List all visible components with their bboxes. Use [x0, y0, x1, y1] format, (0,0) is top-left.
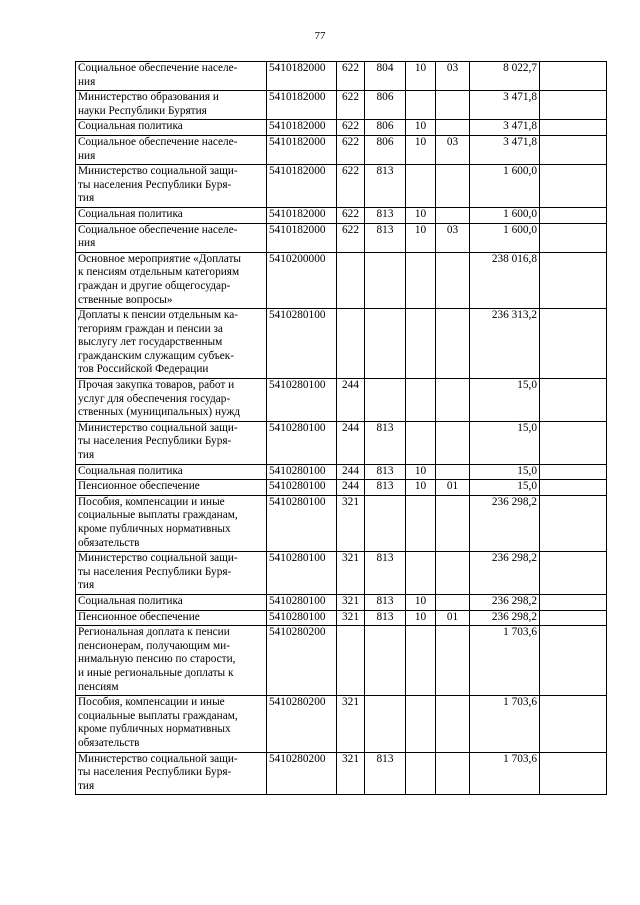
row-target-code-cell: 5410280200 — [267, 696, 337, 752]
row-subsection-cell — [436, 464, 470, 480]
row-name-cell: Министерство образования и науки Республики Бурятия — [76, 91, 267, 120]
row-name-cell: Пенсионное обеспечение — [76, 480, 267, 496]
row-ministry-code-cell: 813 — [365, 421, 406, 464]
row-expense-type-cell: 244 — [337, 464, 365, 480]
row-ministry-code-cell: 813 — [365, 552, 406, 595]
row-target-code-cell: 5410182000 — [267, 62, 337, 91]
table-row — [76, 626, 607, 696]
row-empty-cell — [540, 610, 607, 626]
row-ministry-code-cell: 813 — [365, 480, 406, 496]
table-body — [76, 62, 607, 795]
row-section-cell — [406, 309, 436, 379]
table-row — [76, 696, 607, 752]
row-section-cell — [406, 379, 436, 422]
row-ministry-code-cell: 813 — [365, 610, 406, 626]
row-name-cell: Социальное обеспечение населе- ния — [76, 62, 267, 91]
row-empty-cell — [540, 696, 607, 752]
row-empty-cell — [540, 626, 607, 696]
row-expense-type-cell: 321 — [337, 752, 365, 795]
row-amount-cell: 1 600,0 — [470, 223, 540, 252]
row-amount-cell: 15,0 — [470, 379, 540, 422]
row-amount-cell: 1 703,6 — [470, 626, 540, 696]
row-expense-type-cell: 622 — [337, 91, 365, 120]
row-empty-cell — [540, 62, 607, 91]
table-row — [76, 552, 607, 595]
row-ministry-code-cell — [365, 495, 406, 551]
row-name-cell: Социальная политика — [76, 207, 267, 223]
row-amount-cell: 236 313,2 — [470, 309, 540, 379]
row-ministry-code-cell: 813 — [365, 165, 406, 208]
row-empty-cell — [540, 552, 607, 595]
row-target-code-cell: 5410280100 — [267, 495, 337, 551]
row-name-cell: Социальная политика — [76, 594, 267, 610]
row-ministry-code-cell — [365, 626, 406, 696]
row-subsection-cell — [436, 421, 470, 464]
table-row — [76, 464, 607, 480]
table-row — [76, 120, 607, 136]
row-ministry-code-cell: 813 — [365, 207, 406, 223]
row-subsection-cell — [436, 696, 470, 752]
table-row — [76, 480, 607, 496]
row-subsection-cell — [436, 552, 470, 595]
row-section-cell — [406, 165, 436, 208]
row-target-code-cell: 5410280100 — [267, 464, 337, 480]
row-subsection-cell: 03 — [436, 223, 470, 252]
row-amount-cell: 238 016,8 — [470, 252, 540, 308]
row-empty-cell — [540, 594, 607, 610]
row-target-code-cell: 5410280100 — [267, 421, 337, 464]
row-empty-cell — [540, 252, 607, 308]
row-empty-cell — [540, 135, 607, 164]
row-section-cell — [406, 752, 436, 795]
row-subsection-cell — [436, 91, 470, 120]
row-amount-cell: 8 022,7 — [470, 62, 540, 91]
row-subsection-cell — [436, 207, 470, 223]
table-row — [76, 252, 607, 308]
row-name-cell: Министерство социальной защи- ты населения Республики Буря- тия — [76, 165, 267, 208]
row-section-cell: 10 — [406, 207, 436, 223]
row-target-code-cell: 5410280100 — [267, 379, 337, 422]
row-name-cell: Региональная доплата к пенсии пенсионерам, получающим ми- нимальную пенсию по старости, и иные региональные доплаты к пенсиям — [76, 626, 267, 696]
row-section-cell: 10 — [406, 610, 436, 626]
row-empty-cell — [540, 120, 607, 136]
row-target-code-cell: 5410182000 — [267, 91, 337, 120]
row-name-cell: Пособия, компенсации и иные социальные выплаты гражданам, кроме публичных нормативных обязательств — [76, 495, 267, 551]
row-target-code-cell: 5410200000 — [267, 252, 337, 308]
table-row — [76, 223, 607, 252]
row-amount-cell: 15,0 — [470, 421, 540, 464]
table-row — [76, 135, 607, 164]
row-name-cell: Пособия, компенсации и иные социальные выплаты гражданам, кроме публичных нормативных обязательств — [76, 696, 267, 752]
table-row — [76, 752, 607, 795]
row-ministry-code-cell: 806 — [365, 91, 406, 120]
row-ministry-code-cell: 813 — [365, 752, 406, 795]
row-amount-cell: 1 600,0 — [470, 165, 540, 208]
row-subsection-cell — [436, 309, 470, 379]
row-expense-type-cell: 244 — [337, 421, 365, 464]
row-name-cell: Социальная политика — [76, 464, 267, 480]
row-expense-type-cell: 244 — [337, 379, 365, 422]
row-ministry-code-cell: 813 — [365, 594, 406, 610]
row-section-cell: 10 — [406, 62, 436, 91]
row-ministry-code-cell: 806 — [365, 135, 406, 164]
row-expense-type-cell: 321 — [337, 610, 365, 626]
table-row — [76, 165, 607, 208]
row-target-code-cell: 5410182000 — [267, 165, 337, 208]
row-section-cell — [406, 696, 436, 752]
row-amount-cell: 15,0 — [470, 480, 540, 496]
row-section-cell: 10 — [406, 223, 436, 252]
row-expense-type-cell: 622 — [337, 207, 365, 223]
row-expense-type-cell: 622 — [337, 120, 365, 136]
row-target-code-cell: 5410280100 — [267, 552, 337, 595]
page-number: 77 — [314, 30, 326, 42]
row-subsection-cell — [436, 752, 470, 795]
table-row — [76, 309, 607, 379]
row-section-cell — [406, 91, 436, 120]
row-expense-type-cell — [337, 626, 365, 696]
budget-table — [75, 61, 607, 795]
row-subsection-cell: 01 — [436, 610, 470, 626]
table-row — [76, 91, 607, 120]
row-amount-cell: 1 703,6 — [470, 696, 540, 752]
row-subsection-cell: 01 — [436, 480, 470, 496]
row-section-cell — [406, 421, 436, 464]
row-section-cell — [406, 626, 436, 696]
row-ministry-code-cell: 806 — [365, 120, 406, 136]
row-section-cell — [406, 252, 436, 308]
row-name-cell: Пенсионное обеспечение — [76, 610, 267, 626]
row-amount-cell: 1 703,6 — [470, 752, 540, 795]
row-section-cell — [406, 552, 436, 595]
row-section-cell — [406, 495, 436, 551]
row-amount-cell: 3 471,8 — [470, 120, 540, 136]
table-row — [76, 421, 607, 464]
row-expense-type-cell: 321 — [337, 552, 365, 595]
row-subsection-cell — [436, 379, 470, 422]
row-empty-cell — [540, 379, 607, 422]
row-section-cell: 10 — [406, 594, 436, 610]
row-expense-type-cell: 321 — [337, 594, 365, 610]
row-ministry-code-cell: 804 — [365, 62, 406, 91]
row-target-code-cell: 5410182000 — [267, 207, 337, 223]
row-empty-cell — [540, 165, 607, 208]
row-name-cell: Основное мероприятие «Доплаты к пенсиям отдельным категориям граждан и другие общегосудар- ственные вопросы» — [76, 252, 267, 308]
row-subsection-cell — [436, 594, 470, 610]
row-empty-cell — [540, 91, 607, 120]
row-target-code-cell: 5410280200 — [267, 626, 337, 696]
row-name-cell: Министерство социальной защи- ты населения Республики Буря- тия — [76, 752, 267, 795]
row-target-code-cell: 5410182000 — [267, 135, 337, 164]
row-target-code-cell: 5410280100 — [267, 480, 337, 496]
table-row — [76, 495, 607, 551]
row-ministry-code-cell — [365, 252, 406, 308]
row-amount-cell: 3 471,8 — [470, 91, 540, 120]
row-amount-cell: 1 600,0 — [470, 207, 540, 223]
row-name-cell: Прочая закупка товаров, работ и услуг для обеспечения государ- ственных (муниципальных) нужд — [76, 379, 267, 422]
row-amount-cell: 236 298,2 — [470, 594, 540, 610]
row-name-cell: Доплаты к пенсии отдельным ка- тегориям граждан и пенсии за выслугу лет государственным гражданским служащим субъек- тов Российской Федерации — [76, 309, 267, 379]
row-subsection-cell — [436, 626, 470, 696]
row-name-cell: Социальное обеспечение населе- ния — [76, 135, 267, 164]
row-target-code-cell: 5410280100 — [267, 610, 337, 626]
row-name-cell: Министерство социальной защи- ты населения Республики Буря- тия — [76, 421, 267, 464]
row-ministry-code-cell — [365, 696, 406, 752]
table-row — [76, 207, 607, 223]
row-subsection-cell — [436, 252, 470, 308]
row-section-cell: 10 — [406, 120, 436, 136]
row-subsection-cell: 03 — [436, 135, 470, 164]
row-amount-cell: 236 298,2 — [470, 495, 540, 551]
row-empty-cell — [540, 309, 607, 379]
row-expense-type-cell: 321 — [337, 495, 365, 551]
row-empty-cell — [540, 223, 607, 252]
row-target-code-cell: 5410182000 — [267, 120, 337, 136]
row-amount-cell: 236 298,2 — [470, 552, 540, 595]
row-target-code-cell: 5410280200 — [267, 752, 337, 795]
row-expense-type-cell — [337, 309, 365, 379]
table-row — [76, 610, 607, 626]
row-subsection-cell — [436, 495, 470, 551]
row-empty-cell — [540, 421, 607, 464]
row-expense-type-cell — [337, 252, 365, 308]
row-subsection-cell — [436, 165, 470, 208]
row-name-cell: Министерство социальной защи- ты населения Республики Буря- тия — [76, 552, 267, 595]
row-ministry-code-cell — [365, 309, 406, 379]
row-section-cell: 10 — [406, 464, 436, 480]
row-expense-type-cell: 622 — [337, 165, 365, 208]
row-name-cell: Социальное обеспечение населе- ния — [76, 223, 267, 252]
row-expense-type-cell: 321 — [337, 696, 365, 752]
table-row — [76, 379, 607, 422]
row-empty-cell — [540, 752, 607, 795]
row-expense-type-cell: 622 — [337, 62, 365, 91]
row-target-code-cell: 5410182000 — [267, 223, 337, 252]
row-subsection-cell: 03 — [436, 62, 470, 91]
row-expense-type-cell: 622 — [337, 223, 365, 252]
row-empty-cell — [540, 480, 607, 496]
row-ministry-code-cell: 813 — [365, 464, 406, 480]
row-name-cell: Социальная политика — [76, 120, 267, 136]
row-target-code-cell: 5410280100 — [267, 594, 337, 610]
row-section-cell: 10 — [406, 480, 436, 496]
row-amount-cell: 15,0 — [470, 464, 540, 480]
row-empty-cell — [540, 464, 607, 480]
row-subsection-cell — [436, 120, 470, 136]
row-empty-cell — [540, 207, 607, 223]
row-target-code-cell: 5410280100 — [267, 309, 337, 379]
row-amount-cell: 3 471,8 — [470, 135, 540, 164]
row-amount-cell: 236 298,2 — [470, 610, 540, 626]
row-ministry-code-cell: 813 — [365, 223, 406, 252]
row-ministry-code-cell — [365, 379, 406, 422]
table-row — [76, 62, 607, 91]
row-expense-type-cell: 622 — [337, 135, 365, 164]
table-row — [76, 594, 607, 610]
row-expense-type-cell: 244 — [337, 480, 365, 496]
row-section-cell: 10 — [406, 135, 436, 164]
row-empty-cell — [540, 495, 607, 551]
